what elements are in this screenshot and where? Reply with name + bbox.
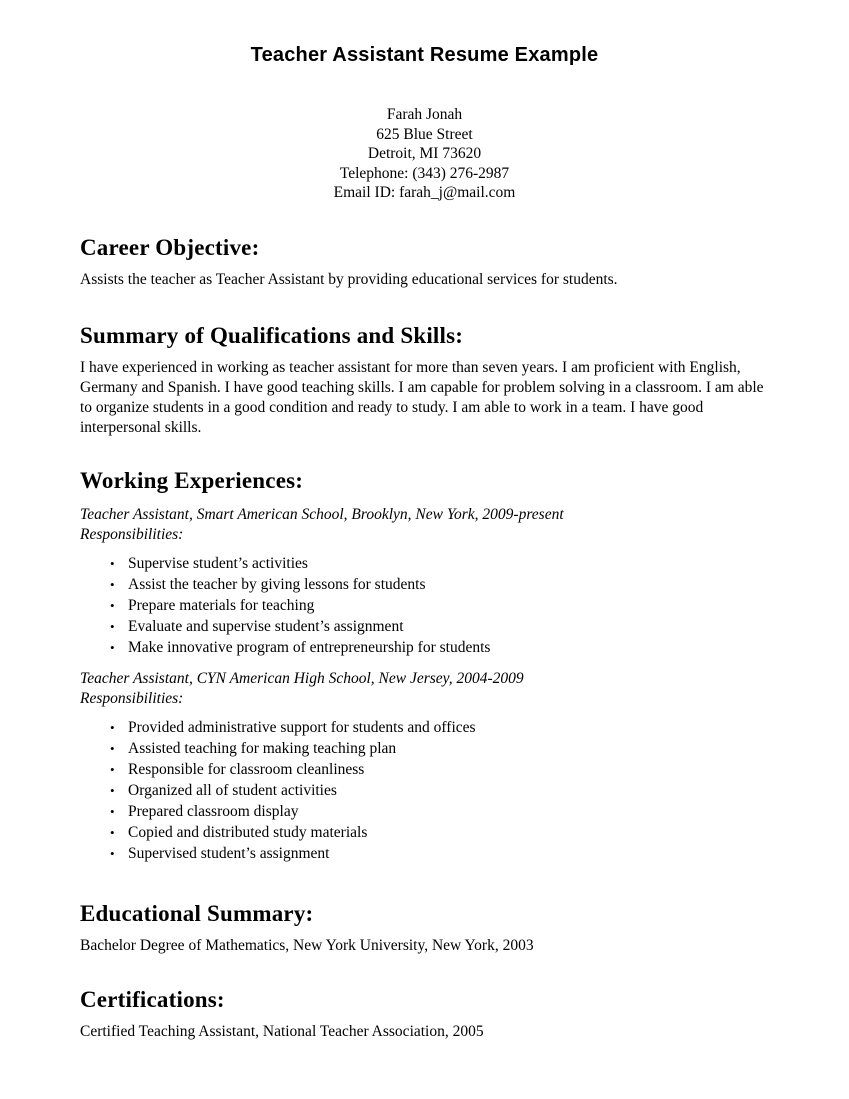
certifications-heading: Certifications: <box>80 986 225 1012</box>
working-experiences-heading: Working Experiences: <box>80 467 304 493</box>
bullet-item: • Provided administrative support for students and offices <box>110 717 769 738</box>
job-title-line: Teacher Assistant, Smart American School, Brooklyn, New York, 2009-present <box>80 505 564 523</box>
section-educational-summary <box>80 901 769 956</box>
contact-block <box>80 105 769 203</box>
contact-telephone: Telephone: (343) 276-2987 <box>339 164 510 182</box>
bullet-item: • Responsible for classroom cleanliness <box>110 759 769 780</box>
job-1-bullet-list <box>80 553 769 658</box>
summary-heading: Summary of Qualifications and Skills: <box>80 322 464 348</box>
section-certifications <box>80 987 769 1042</box>
responsibilities-label: Responsibilities: <box>80 525 184 543</box>
bullet-item: • Assist the teacher by giving lessons for students <box>110 574 769 595</box>
summary-text: I have experienced in working as teacher assistant for more than seven years. I am proficient with English, Germany and Spanish. I have good teaching skills. I am capable for problem solving in a classroom. I am able to organize students in a good condition and ready to study. I am able to work in a team. I have good interpersonal skills. <box>80 358 764 436</box>
section-summary-qualifications <box>80 323 769 438</box>
contact-city: Detroit, MI 73620 <box>367 145 482 162</box>
bullet-item: • Organized all of student activities <box>110 780 769 801</box>
bullet-item: • Prepared classroom display <box>110 801 769 822</box>
job-entry-1 <box>80 505 769 658</box>
bullet-item: • Assisted teaching for making teaching plan <box>110 738 769 759</box>
certifications-text: Certified Teaching Assistant, National Teacher Association, 2005 <box>80 1022 484 1040</box>
bullet-item: • Supervise student’s activities <box>110 553 769 574</box>
bullet-item: • Copied and distributed study materials <box>110 822 769 843</box>
job-title-line: Teacher Assistant, CYN American High School, New Jersey, 2004-2009 <box>80 669 524 687</box>
bullet-item: • Supervised student’s assignment <box>110 843 769 864</box>
page-title: Teacher Assistant Resume Example <box>250 44 599 66</box>
contact-name: Farah Jonah <box>386 106 463 123</box>
bullet-item: • Make innovative program of entrepreneurship for students <box>110 637 769 658</box>
career-objective-text: Assists the teacher as Teacher Assistant by providing educational services for students. <box>80 270 618 288</box>
section-working-experiences <box>80 468 769 864</box>
job-entry-2 <box>80 669 769 864</box>
educational-summary-heading: Educational Summary: <box>80 900 314 926</box>
responsibilities-label: Responsibilities: <box>80 689 184 707</box>
educational-summary-text: Bachelor Degree of Mathematics, New York University, New York, 2003 <box>80 936 534 954</box>
bullet-item: • Prepare materials for teaching <box>110 595 769 616</box>
bullet-item: • Evaluate and supervise student’s assignment <box>110 616 769 637</box>
contact-street: 625 Blue Street <box>376 125 473 143</box>
contact-email: Email ID: farah_j@mail.com <box>333 184 516 201</box>
career-objective-heading: Career Objective: <box>80 234 260 260</box>
section-career-objective <box>80 235 769 290</box>
job-2-bullet-list <box>80 717 769 864</box>
